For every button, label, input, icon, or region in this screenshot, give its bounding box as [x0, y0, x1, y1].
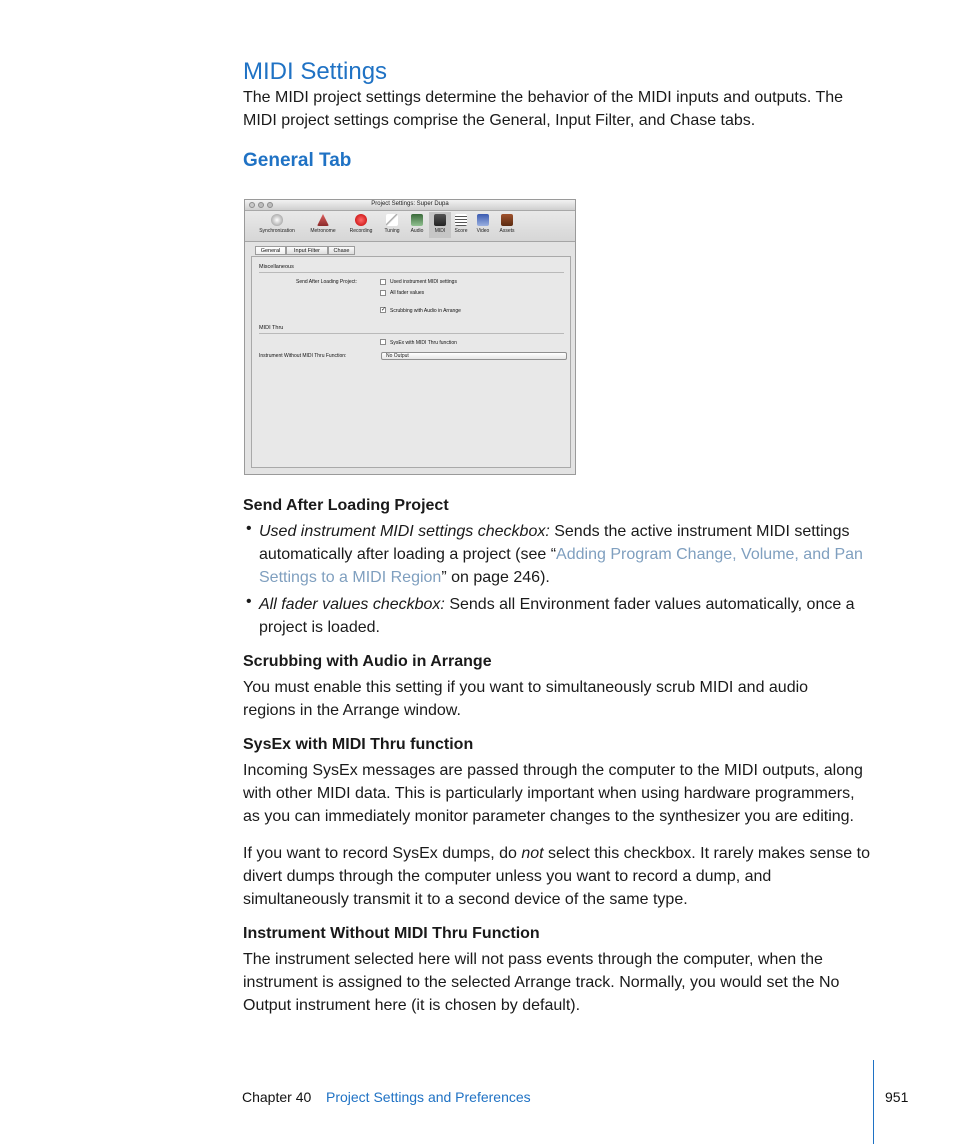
scrubbing-checkbox: ✓: [381, 307, 387, 313]
toolbar-audio: [406, 214, 428, 234]
toolbar-label: Score: [454, 228, 468, 234]
video-icon: [477, 214, 489, 226]
section-miscellaneous: Miscellaneous: [259, 264, 294, 270]
term: All fader values checkbox:: [259, 596, 445, 613]
toolbar-label: Synchronization: [259, 228, 295, 234]
page-title: MIDI Settings: [243, 58, 388, 85]
toolbar-tuning: [380, 214, 404, 234]
bullet: •: [246, 593, 252, 610]
bullet-instrument-midi-settings: [259, 520, 879, 589]
description: Sends the active instrument MIDI settings: [549, 523, 850, 540]
fader-values-checkbox: [380, 290, 386, 296]
toolbar-video: [473, 214, 493, 234]
toolbar-assets: [496, 214, 518, 234]
subsection-sysex: SysEx with MIDI Thru function: [243, 736, 474, 753]
footer-chapter-title[interactable]: Project Settings and Preferences: [326, 1089, 531, 1105]
midi-icon: [434, 214, 446, 226]
subsection-send-after-loading: Send After Loading Project: [243, 497, 449, 514]
audio-icon: [411, 214, 423, 226]
general-tab-panel: [251, 256, 571, 468]
cross-reference-link[interactable]: Adding Program Change, Volume, and Pan: [556, 546, 863, 563]
divider: [259, 272, 564, 273]
tab-chase: Chase: [328, 246, 355, 255]
toolbar-label: Video: [476, 228, 490, 234]
intro-paragraph: The MIDI project settings determine the behavior of the MIDI inputs and outputs. The MIDI project settings comprise the General, Input Filter, and Chase tabs.: [243, 89, 844, 129]
description: project is loaded.: [259, 619, 380, 636]
scrubbing-label: Scrubbing with Audio in Arrange: [390, 308, 461, 314]
text: select this checkbox. It rarely makes sense to divert dumps through the computer unless you want to record a dump, and simultaneously transmit it to a second device of the same type.: [243, 845, 870, 908]
subsection-instrument-without-thru: Instrument Without MIDI Thru Function: [243, 925, 540, 942]
description: ” on page 246).: [441, 569, 550, 586]
settings-toolbar: [245, 211, 575, 242]
score-icon: [455, 214, 467, 226]
description: Sends all Environment fader values automatically, once a: [444, 596, 855, 613]
section-title-general-tab: General Tab: [243, 150, 352, 171]
instrument-paragraph: The instrument selected here will not pass events through the computer, when the instrument is assigned to the selected Arrange track. Normally, you would set the No Output instrument here (it is chosen by default).: [243, 951, 840, 1014]
footer-divider: [873, 1060, 874, 1144]
sysex-paragraph-2: [243, 842, 873, 911]
toolbar-label: MIDI: [434, 228, 446, 234]
instrument-midi-label: Used instrument MIDI settings: [390, 279, 457, 285]
toolbar-synchronization: [251, 214, 303, 234]
toolbar-score: [451, 214, 471, 234]
bullet-all-fader-values: [259, 593, 879, 639]
tab-input-filter: Input Filter: [286, 246, 328, 255]
text: If you want to record SysEx dumps, do: [243, 845, 522, 862]
toolbar-metronome: [305, 214, 341, 234]
instrument-select: [381, 352, 567, 360]
toolbar-label: Audio: [410, 228, 424, 234]
send-after-loading-label: Send After Loading Project:: [296, 279, 357, 285]
metronome-icon: [317, 214, 329, 226]
sysex-paragraph: Incoming SysEx messages are passed through the computer to the MIDI outputs, along with other MIDI data. This is particularly important when using hardware programmers, as you can immediately monitor parameter changes to the synthesizer you are editing.: [243, 762, 863, 825]
sysex-checkbox: [380, 339, 386, 345]
instrument-select-value: No Output: [386, 353, 409, 359]
toolbar-midi: [429, 212, 451, 238]
project-settings-window-figure: [244, 199, 576, 475]
toolbar-label: Metronome: [310, 228, 336, 234]
record-icon: [355, 214, 367, 226]
subsection-scrubbing: Scrubbing with Audio in Arrange: [243, 653, 492, 670]
instrument-without-thru-label: Instrument Without MIDI Thru Function:: [259, 353, 347, 359]
briefcase-icon: [501, 214, 513, 226]
toolbar-recording: [344, 214, 378, 234]
page-number: 951: [885, 1089, 909, 1105]
instrument-midi-checkbox: [380, 279, 386, 285]
tuning-fork-icon: [386, 214, 398, 226]
toolbar-label: Assets: [499, 228, 515, 234]
gears-icon: [271, 214, 283, 226]
sysex-label: SysEx with MIDI Thru function: [390, 340, 457, 346]
divider: [259, 333, 564, 334]
bullet: •: [246, 520, 252, 537]
tab-general: General: [255, 246, 286, 255]
toolbar-label: Tuning: [384, 228, 400, 234]
scrubbing-paragraph: You must enable this setting if you want to simultaneously scrub MIDI and audio regions in the Arrange window.: [243, 679, 809, 719]
fader-values-label: All fader values: [390, 290, 425, 296]
emphasis: not: [521, 845, 544, 862]
footer-chapter: Chapter 40: [242, 1089, 312, 1105]
description: automatically after loading a project (see “: [259, 546, 557, 563]
window-titlebar: [245, 200, 575, 211]
cross-reference-link[interactable]: Settings to a MIDI Region: [259, 569, 442, 586]
toolbar-label: Recording: [349, 228, 373, 234]
window-title: Project Settings: Super Dupa: [371, 201, 449, 207]
term: Used instrument MIDI settings checkbox:: [259, 523, 550, 540]
section-midi-thru: MIDI Thru: [259, 325, 284, 331]
